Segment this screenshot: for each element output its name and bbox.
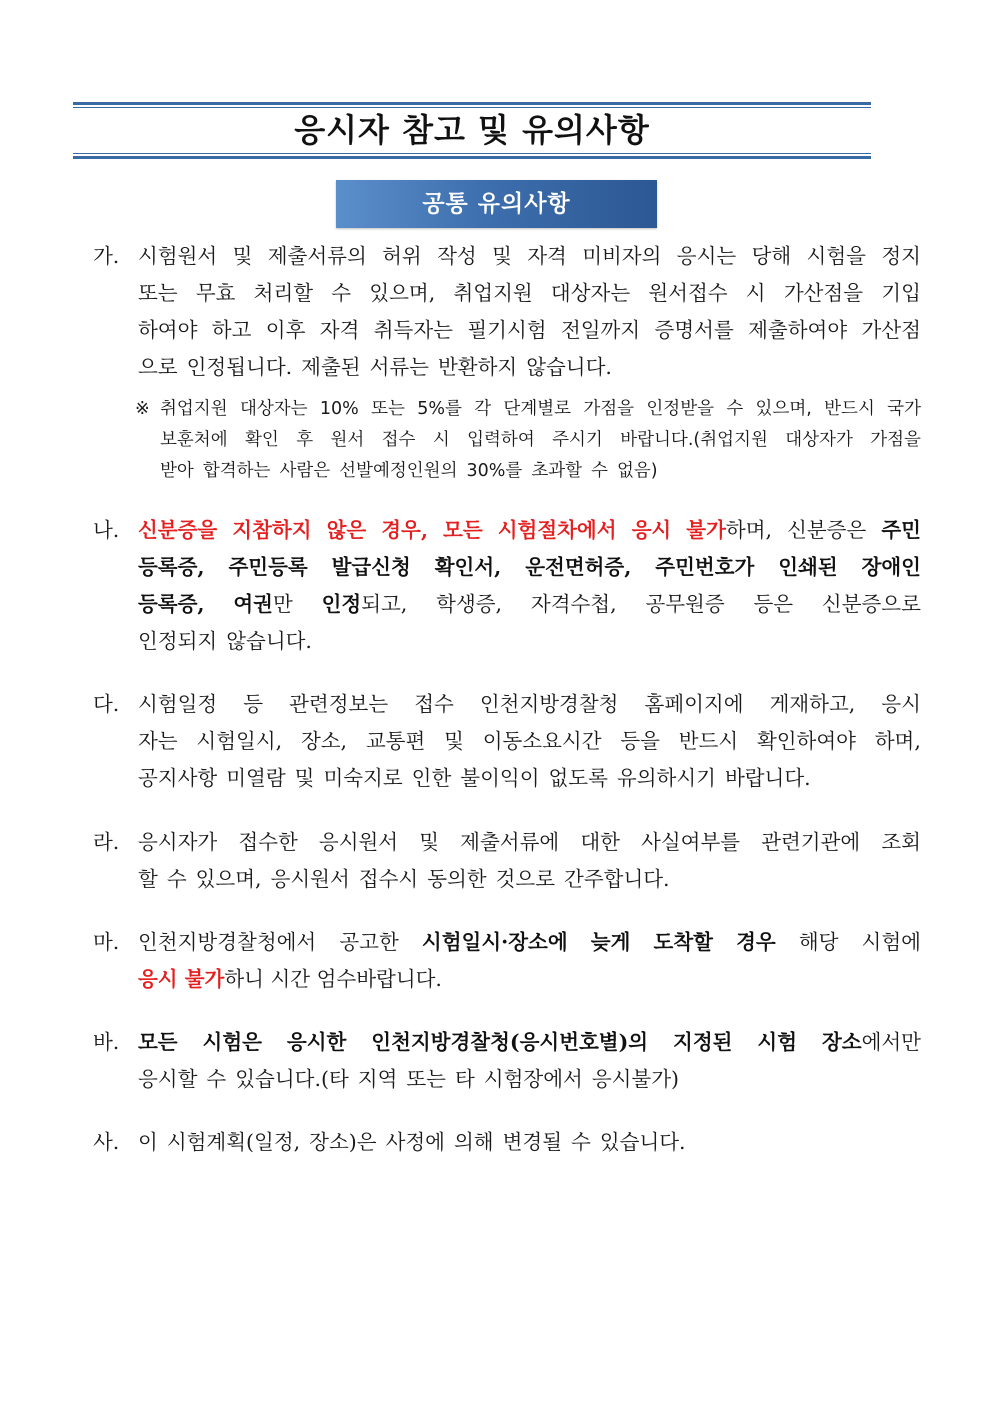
item-ma-text: 공고한 (339, 930, 399, 954)
item-marker: 가. (93, 244, 120, 268)
designated-venue-bold: 인천지방경찰청(응시번호별)의 (371, 1030, 649, 1054)
item-na-line-3 (138, 586, 921, 623)
late-arrival-bold: 늦게 (590, 930, 631, 954)
page-title: 응시자 참고 및 유의사항 (294, 111, 650, 149)
item-na-text: 신분증은 (787, 518, 867, 542)
note-line-3: 받아 합격하는 사람은 선발예정인원의 30%를 초과할 수 없음) (160, 461, 658, 481)
item-ma-line-2 (138, 961, 921, 998)
not-allowed-red: 응시 불가 (138, 967, 225, 991)
item-marker: 사. (93, 1130, 120, 1154)
note-line-1: 취업지원 대상자는 10% 또는 5%를 각 단계별로 가점을 인정받을 수 있으며, 반드시 국가 (160, 399, 921, 419)
id-types-bold-2: 등록증, (138, 592, 205, 616)
item-na-line-2: 등록증, 주민등록 발급신청 확인서, 운전면허증, 주민번호가 인쇄된 장애인 (138, 555, 921, 579)
item-ma (93, 924, 921, 998)
warning-text-red: 응시 (631, 518, 672, 542)
designated-venue-bold: 모든 (138, 1030, 178, 1054)
designated-venue-bold: 시험은 (202, 1030, 262, 1054)
item-ga-line-3: 하여야 하고 이후 자격 취득자는 필기시험 전일까지 증명서를 제출하여야 가산점 (138, 318, 921, 342)
accepted-bold-joined (322, 586, 408, 623)
item-ra-line-1: 응시자가 접수한 응시원서 및 제출서류에 대한 사실여부를 관련기관에 조회 (138, 830, 921, 854)
note-line-2: 보훈처에 확인 후 원서 접수 시 입력하여 주시기 바랍니다.(취업지원 대상자가 가점을 (160, 430, 921, 450)
item-ma-text: 인천지방경찰청에서 (138, 930, 317, 954)
item-da-line-3: 공지사항 미열람 및 미숙지로 인한 불이익이 없도록 유의하시기 바랍니다. (138, 766, 811, 790)
designated-venue-bold-joined (822, 1024, 921, 1061)
item-ga-note (135, 394, 921, 487)
id-types-bold: 주민 (881, 518, 921, 542)
designated-venue-bold: 응시한 (286, 1030, 347, 1054)
item-sa (93, 1124, 921, 1161)
item-ma-text-3: 하니 시간 엄수바랍니다. (224, 967, 442, 991)
item-ma-text-2: 시험에 (861, 930, 921, 954)
item-ra-line-2: 할 수 있으며, 응시원서 접수시 동의한 것으로 간주합니다. (138, 867, 670, 891)
item-na-text-3: 공무원증 (645, 592, 725, 616)
item-na (93, 512, 921, 660)
designated-venue-bold: 시험 (757, 1030, 798, 1054)
item-ga-line-4: 으로 인정됩니다. 제출된 서류는 반환하지 않습니다. (138, 355, 612, 379)
warning-text-red: 지참하지 (232, 518, 312, 542)
warning-text-red-joined (686, 512, 772, 549)
item-da-line-1: 시험일정 등 관련정보는 접수 인천지방경찰청 홈페이지에 게재하고, 응시 (138, 692, 921, 716)
item-ba-line-2: 응시할 수 있습니다.(타 지역 또는 타 시험장에서 응시불가) (138, 1067, 680, 1091)
warning-text-red: 경우, (381, 518, 428, 542)
item-ba (93, 1024, 921, 1098)
item-ga-line-2: 또는 무효 처리할 수 있으며, 취업지원 대상자는 원서접수 시 가산점을 기입 (138, 281, 921, 305)
designated-venue-bold: 지정된 (673, 1030, 733, 1054)
item-na-line-4: 인정되지 않습니다. (138, 629, 312, 653)
item-na-text: 하며, (725, 518, 773, 542)
late-arrival-bold: 시험일시·장소에 (421, 930, 568, 954)
item-sa-line-1: 이 시험계획(일정, 장소)은 사정에 의해 변경될 수 있습니다. (138, 1130, 686, 1154)
item-ba-text: 에서만 (861, 1030, 921, 1054)
id-types-bold-2: 여권 (233, 592, 273, 616)
note-mark-icon: ※ (135, 399, 150, 419)
item-ga-line-1: 시험원서 및 제출서류의 허위 작성 및 자격 미비자의 응시는 당해 시험을 정지 (138, 244, 921, 268)
accepted-bold: 인정 (321, 592, 362, 616)
item-ma-text-2: 해당 (798, 930, 839, 954)
item-marker: 나. (93, 518, 120, 542)
warning-text-red: 불가 (686, 518, 726, 542)
item-da-line-2: 자는 시험일시, 장소, 교통편 및 이동소요시간 등을 반드시 확인하여야 하며, (138, 729, 921, 753)
item-ba-line-1 (138, 1024, 921, 1061)
late-arrival-bold: 경우 (736, 930, 776, 954)
warning-text-red: 않은 (326, 518, 367, 542)
item-ma-line-1 (138, 924, 921, 961)
item-da (93, 686, 921, 797)
warning-text-red: 모든 (443, 518, 483, 542)
id-types-bold-2-joined (233, 586, 292, 623)
item-marker: 바. (93, 1030, 120, 1054)
section-badge: 공통 유의사항 (336, 180, 657, 228)
item-na-text-3: 등은 (753, 592, 794, 616)
warning-text-red: 신분증을 (138, 518, 218, 542)
item-na-line-1 (138, 512, 921, 549)
item-na-text-3: 자격수첩, (530, 592, 617, 616)
title-rule-bottom (73, 153, 871, 159)
item-marker: 라. (93, 830, 120, 854)
warning-text-red: 시험절차에서 (497, 518, 617, 542)
item-na-text-3: 학생증, (436, 592, 503, 616)
item-na-text-3: 신분증으로 (821, 592, 921, 616)
late-arrival-bold: 도착할 (653, 930, 713, 954)
designated-venue-bold: 장소 (821, 1030, 862, 1054)
item-marker: 마. (93, 930, 120, 954)
item-na-text-2: 만 (272, 592, 293, 616)
item-ra (93, 824, 921, 898)
item-marker: 다. (93, 692, 120, 716)
item-ga (93, 238, 921, 386)
item-na-text-3: 되고, (361, 592, 408, 616)
